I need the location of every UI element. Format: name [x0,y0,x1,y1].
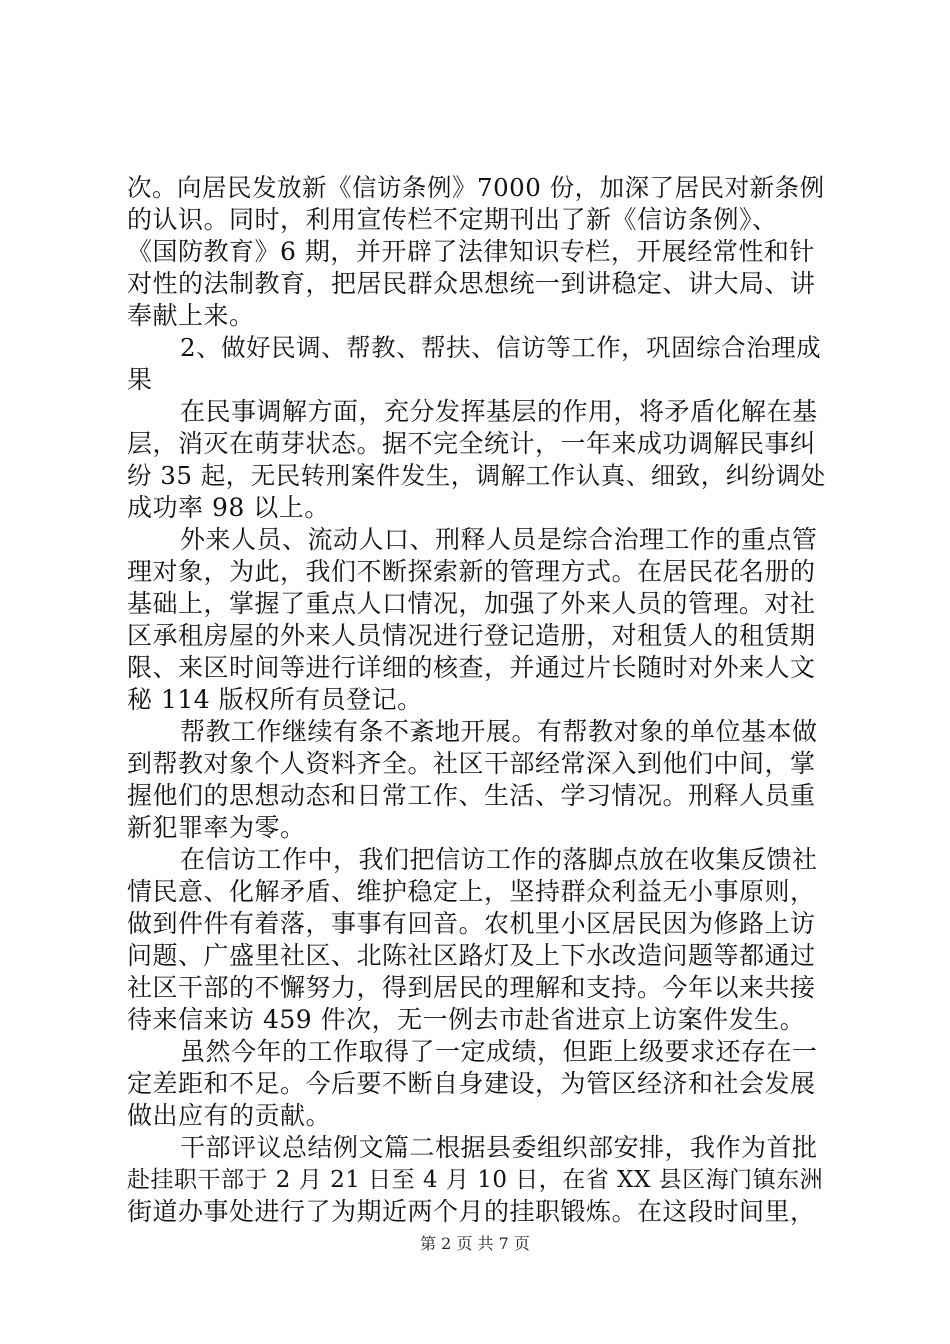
body-text-line: 次。向居民发放新《信访条例》7000 份，加深了居民对新条例 [127,173,825,202]
paragraph-start: 干部评议总结例文篇二根据县委组织部安排，我作为首批 [180,1133,818,1162]
body-text-line: 秘 114 版权所有员登记。 [127,685,423,714]
section-heading: 2、做好民调、帮教、帮扶、信访等工作，巩固综合治理成 [180,333,822,362]
body-text-line: 赴挂职干部于 2 月 21 日至 4 月 10 日，在省 XX 县区海门镇东洲 [127,1167,824,1193]
body-text-line: 区承租房屋的外来人员情况进行登记造册，对租赁人的租赁期 [127,621,816,650]
body-text-line: 限、来区时间等进行详细的核查，并通过片长随时对外来人文 [127,653,816,682]
paragraph-start: 外来人员、流动人口、刑释人员是综合治理工作的重点管 [180,525,818,554]
body-text-line: 社区干部的不懈努力，得到居民的理解和支持。今年以来共接 [127,973,816,1002]
body-text-line: 奉献上来。 [127,301,255,330]
page-number-footer: 第 2 页 共 7 页 [420,1234,530,1253]
body-text-line: 对性的法制教育，把居民群众思想统一到讲稳定、讲大局、讲 [127,269,816,298]
paragraph-start: 帮教工作继续有条不紊地开展。有帮教对象的单位基本做 [180,717,818,746]
body-text-line: 待来信来访 459 件次，无一例去市赴省进京上访案件发生。 [127,1005,806,1034]
body-text-line: 纷 35 起，无民转刑案件发生，调解工作认真、细致，纠纷调处 [127,461,826,490]
body-text-line: 做到件件有着落，事事有回音。农机里小区居民因为修路上访 [127,909,816,938]
body-text-line: 街道办事处进行了为期近两个月的挂职锻炼。在这段时间里， [127,1197,816,1226]
body-text-line: 成功率 98 以上。 [127,493,330,522]
paragraph-start: 在信访工作中，我们把信访工作的落脚点放在收集反馈社 [180,845,818,874]
paragraph-start: 在民事调解方面，充分发挥基层的作用，将矛盾化解在基 [180,397,818,426]
body-text-line: 定差距和不足。今后要不断自身建设，为管区经济和社会发展 [127,1069,816,1098]
body-text-line: 做出应有的贡献。 [127,1101,332,1130]
body-text-line: 到帮教对象个人资料齐全。社区干部经常深入到他们中间，掌 [127,749,816,778]
paragraph-start: 虽然今年的工作取得了一定成绩，但距上级要求还存在一 [180,1037,818,1066]
body-text-line: 理对象，为此，我们不断探索新的管理方式。在居民花名册的 [127,557,816,586]
body-text-line: 情民意、化解矛盾、维护稳定上，坚持群众利益无小事原则， [127,877,816,906]
body-text-line: 问题、广盛里社区、北陈社区路灯及上下水改造问题等都通过 [127,941,816,970]
body-text-line: 的认识。同时，利用宣传栏不定期刊出了新《信访条例》、 [127,205,778,234]
body-text-line: 基础上，掌握了重点人口情况，加强了外来人员的管理。对社 [127,589,816,618]
body-text-line: 《国防教育》6 期，并开辟了法律知识专栏，开展经常性和针 [127,237,815,266]
body-text-line: 新犯罪率为零。 [127,813,306,842]
section-heading-continuation: 果 [127,365,153,394]
body-text-line: 握他们的思想动态和日常工作、生活、学习情况。刑释人员重 [127,781,816,810]
body-text-line: 层，消灭在萌芽状态。据不完全统计，一年来成功调解民事纠 [127,429,816,458]
